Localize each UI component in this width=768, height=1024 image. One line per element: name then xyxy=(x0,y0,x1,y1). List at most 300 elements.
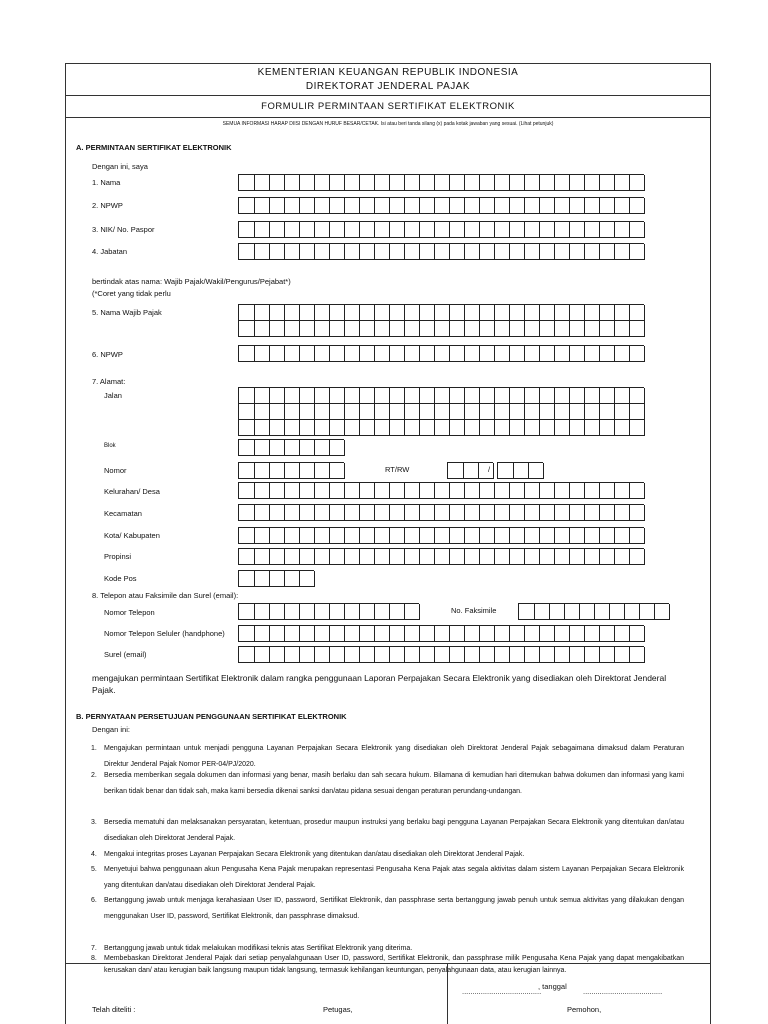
char-box[interactable] xyxy=(419,483,435,499)
char-box[interactable] xyxy=(314,420,330,436)
char-box[interactable] xyxy=(449,549,465,565)
char-box[interactable] xyxy=(389,604,405,620)
surel-field[interactable] xyxy=(238,646,644,663)
char-box[interactable] xyxy=(479,175,495,191)
char-box[interactable] xyxy=(359,175,375,191)
char-box[interactable] xyxy=(579,604,595,620)
char-box[interactable] xyxy=(359,549,375,565)
char-box[interactable] xyxy=(344,321,360,337)
char-box[interactable] xyxy=(479,346,495,362)
char-box[interactable] xyxy=(239,175,255,191)
char-box[interactable] xyxy=(314,388,330,404)
char-box[interactable] xyxy=(269,404,285,420)
char-box[interactable] xyxy=(524,647,540,663)
char-box[interactable] xyxy=(404,346,420,362)
char-box[interactable] xyxy=(254,440,270,456)
npwp-field[interactable] xyxy=(238,197,644,214)
char-box[interactable] xyxy=(569,549,585,565)
char-box[interactable] xyxy=(239,505,255,521)
char-box[interactable] xyxy=(449,420,465,436)
char-box[interactable] xyxy=(509,388,525,404)
char-box[interactable] xyxy=(524,198,540,214)
char-box[interactable] xyxy=(584,549,600,565)
char-box[interactable] xyxy=(509,222,525,238)
char-box[interactable] xyxy=(404,647,420,663)
char-box[interactable] xyxy=(464,175,480,191)
char-box[interactable] xyxy=(599,647,615,663)
char-box[interactable] xyxy=(524,388,540,404)
char-box[interactable] xyxy=(269,222,285,238)
char-box[interactable] xyxy=(389,346,405,362)
char-box[interactable] xyxy=(419,346,435,362)
char-box[interactable] xyxy=(359,528,375,544)
char-box[interactable] xyxy=(449,388,465,404)
char-box[interactable] xyxy=(494,222,510,238)
char-box[interactable] xyxy=(464,505,480,521)
char-box[interactable] xyxy=(494,505,510,521)
char-box[interactable] xyxy=(584,198,600,214)
char-box[interactable] xyxy=(599,626,615,642)
char-box[interactable] xyxy=(464,222,480,238)
char-box[interactable] xyxy=(539,404,555,420)
char-box[interactable] xyxy=(509,175,525,191)
char-box[interactable] xyxy=(254,549,270,565)
char-box[interactable] xyxy=(329,440,345,456)
char-box[interactable] xyxy=(254,198,270,214)
char-box[interactable] xyxy=(629,404,645,420)
char-box[interactable] xyxy=(344,626,360,642)
char-box[interactable] xyxy=(584,505,600,521)
char-box[interactable] xyxy=(629,175,645,191)
char-box[interactable] xyxy=(419,420,435,436)
char-box[interactable] xyxy=(629,626,645,642)
char-box[interactable] xyxy=(479,222,495,238)
char-box[interactable] xyxy=(554,528,570,544)
char-box[interactable] xyxy=(509,505,525,521)
char-box[interactable] xyxy=(554,346,570,362)
rw-field[interactable] xyxy=(497,462,543,479)
char-box[interactable] xyxy=(404,483,420,499)
char-box[interactable] xyxy=(389,647,405,663)
char-box[interactable] xyxy=(269,305,285,321)
char-box[interactable] xyxy=(359,321,375,337)
char-box[interactable] xyxy=(314,604,330,620)
char-box[interactable] xyxy=(254,528,270,544)
char-box[interactable] xyxy=(374,388,390,404)
char-box[interactable] xyxy=(359,388,375,404)
char-box[interactable] xyxy=(269,388,285,404)
char-box[interactable] xyxy=(569,420,585,436)
char-box[interactable] xyxy=(464,388,480,404)
char-box[interactable] xyxy=(449,404,465,420)
nik-field[interactable] xyxy=(238,221,644,238)
char-box[interactable] xyxy=(539,549,555,565)
char-box[interactable] xyxy=(419,198,435,214)
char-box[interactable] xyxy=(599,528,615,544)
char-box[interactable] xyxy=(329,346,345,362)
char-box[interactable] xyxy=(554,388,570,404)
char-box[interactable] xyxy=(269,463,285,479)
char-box[interactable] xyxy=(524,222,540,238)
char-box[interactable] xyxy=(434,528,450,544)
char-box[interactable] xyxy=(299,198,315,214)
blok-field[interactable] xyxy=(238,439,344,456)
char-box[interactable] xyxy=(254,571,270,587)
char-box[interactable] xyxy=(464,420,480,436)
char-box[interactable] xyxy=(344,198,360,214)
char-box[interactable] xyxy=(569,404,585,420)
char-box[interactable] xyxy=(374,420,390,436)
char-box[interactable] xyxy=(539,528,555,544)
char-box[interactable] xyxy=(329,420,345,436)
char-box[interactable] xyxy=(359,222,375,238)
char-box[interactable] xyxy=(389,175,405,191)
char-box[interactable] xyxy=(509,305,525,321)
char-box[interactable] xyxy=(434,647,450,663)
char-box[interactable] xyxy=(434,505,450,521)
char-box[interactable] xyxy=(299,388,315,404)
char-box[interactable] xyxy=(614,222,630,238)
char-box[interactable] xyxy=(569,505,585,521)
char-box[interactable] xyxy=(654,604,670,620)
char-box[interactable] xyxy=(494,305,510,321)
char-box[interactable] xyxy=(329,505,345,521)
char-box[interactable] xyxy=(494,388,510,404)
char-box[interactable] xyxy=(269,198,285,214)
char-box[interactable] xyxy=(539,305,555,321)
char-box[interactable] xyxy=(494,404,510,420)
char-box[interactable] xyxy=(374,175,390,191)
char-box[interactable] xyxy=(284,463,300,479)
char-box[interactable] xyxy=(419,647,435,663)
char-box[interactable] xyxy=(464,244,480,260)
char-box[interactable] xyxy=(449,626,465,642)
seluler-field[interactable] xyxy=(238,625,644,642)
char-box[interactable] xyxy=(614,549,630,565)
char-box[interactable] xyxy=(528,463,544,479)
char-box[interactable] xyxy=(614,388,630,404)
char-box[interactable] xyxy=(449,505,465,521)
char-box[interactable] xyxy=(534,604,550,620)
char-box[interactable] xyxy=(389,305,405,321)
char-box[interactable] xyxy=(404,244,420,260)
char-box[interactable] xyxy=(239,647,255,663)
propinsi-field[interactable] xyxy=(238,548,644,565)
char-box[interactable] xyxy=(449,222,465,238)
char-box[interactable] xyxy=(314,549,330,565)
char-box[interactable] xyxy=(629,647,645,663)
char-box[interactable] xyxy=(554,244,570,260)
char-box[interactable] xyxy=(314,647,330,663)
char-box[interactable] xyxy=(614,483,630,499)
char-box[interactable] xyxy=(434,626,450,642)
char-box[interactable] xyxy=(569,483,585,499)
char-box[interactable] xyxy=(629,420,645,436)
char-box[interactable] xyxy=(374,321,390,337)
char-box[interactable] xyxy=(389,198,405,214)
char-box[interactable] xyxy=(479,198,495,214)
char-box[interactable] xyxy=(284,440,300,456)
char-box[interactable] xyxy=(374,404,390,420)
char-box[interactable] xyxy=(254,483,270,499)
char-box[interactable] xyxy=(269,175,285,191)
char-box[interactable] xyxy=(269,420,285,436)
char-box[interactable] xyxy=(314,305,330,321)
char-box[interactable] xyxy=(614,198,630,214)
char-box[interactable] xyxy=(389,420,405,436)
char-box[interactable] xyxy=(449,346,465,362)
char-box[interactable] xyxy=(584,528,600,544)
char-box[interactable] xyxy=(569,222,585,238)
char-box[interactable] xyxy=(389,626,405,642)
char-box[interactable] xyxy=(374,549,390,565)
char-box[interactable] xyxy=(434,346,450,362)
char-box[interactable] xyxy=(374,505,390,521)
char-box[interactable] xyxy=(314,222,330,238)
char-box[interactable] xyxy=(404,549,420,565)
char-box[interactable] xyxy=(494,528,510,544)
char-box[interactable] xyxy=(314,440,330,456)
char-box[interactable] xyxy=(389,244,405,260)
char-box[interactable] xyxy=(329,483,345,499)
char-box[interactable] xyxy=(449,528,465,544)
char-box[interactable] xyxy=(434,483,450,499)
char-box[interactable] xyxy=(329,175,345,191)
char-box[interactable] xyxy=(269,528,285,544)
char-box[interactable] xyxy=(554,404,570,420)
char-box[interactable] xyxy=(389,404,405,420)
char-box[interactable] xyxy=(539,175,555,191)
char-box[interactable] xyxy=(434,175,450,191)
char-box[interactable] xyxy=(239,528,255,544)
char-box[interactable] xyxy=(374,222,390,238)
char-box[interactable] xyxy=(539,222,555,238)
char-box[interactable] xyxy=(374,483,390,499)
char-box[interactable] xyxy=(284,647,300,663)
char-box[interactable] xyxy=(599,404,615,420)
char-box[interactable] xyxy=(614,528,630,544)
char-box[interactable] xyxy=(254,346,270,362)
char-box[interactable] xyxy=(344,175,360,191)
char-box[interactable] xyxy=(299,483,315,499)
nama-field[interactable] xyxy=(238,174,644,191)
char-box[interactable] xyxy=(569,388,585,404)
char-box[interactable] xyxy=(524,321,540,337)
char-box[interactable] xyxy=(479,626,495,642)
char-box[interactable] xyxy=(419,505,435,521)
char-box[interactable] xyxy=(624,604,640,620)
char-box[interactable] xyxy=(479,244,495,260)
char-box[interactable] xyxy=(464,198,480,214)
char-box[interactable] xyxy=(314,198,330,214)
char-box[interactable] xyxy=(344,305,360,321)
char-box[interactable] xyxy=(509,346,525,362)
char-box[interactable] xyxy=(239,420,255,436)
char-box[interactable] xyxy=(299,528,315,544)
char-box[interactable] xyxy=(239,626,255,642)
char-box[interactable] xyxy=(599,321,615,337)
char-box[interactable] xyxy=(434,388,450,404)
char-box[interactable] xyxy=(284,483,300,499)
char-box[interactable] xyxy=(479,321,495,337)
char-box[interactable] xyxy=(569,305,585,321)
jalan-field[interactable] xyxy=(238,387,644,436)
char-box[interactable] xyxy=(254,404,270,420)
char-box[interactable] xyxy=(254,175,270,191)
char-box[interactable] xyxy=(554,321,570,337)
char-box[interactable] xyxy=(584,222,600,238)
char-box[interactable] xyxy=(419,321,435,337)
rt-field[interactable] xyxy=(447,462,493,479)
char-box[interactable] xyxy=(464,346,480,362)
char-box[interactable] xyxy=(269,346,285,362)
char-box[interactable] xyxy=(509,647,525,663)
char-box[interactable] xyxy=(239,440,255,456)
char-box[interactable] xyxy=(554,222,570,238)
char-box[interactable] xyxy=(284,244,300,260)
char-box[interactable] xyxy=(404,321,420,337)
char-box[interactable] xyxy=(524,528,540,544)
char-box[interactable] xyxy=(344,647,360,663)
char-box[interactable] xyxy=(479,420,495,436)
char-box[interactable] xyxy=(584,346,600,362)
char-box[interactable] xyxy=(554,305,570,321)
char-box[interactable] xyxy=(359,505,375,521)
char-box[interactable] xyxy=(584,647,600,663)
char-box[interactable] xyxy=(539,626,555,642)
char-box[interactable] xyxy=(389,388,405,404)
char-box[interactable] xyxy=(359,604,375,620)
char-box[interactable] xyxy=(344,244,360,260)
char-box[interactable] xyxy=(449,175,465,191)
char-box[interactable] xyxy=(239,404,255,420)
kelurahan-field[interactable] xyxy=(238,482,644,499)
char-box[interactable] xyxy=(344,604,360,620)
char-box[interactable] xyxy=(554,483,570,499)
char-box[interactable] xyxy=(494,198,510,214)
char-box[interactable] xyxy=(599,388,615,404)
char-box[interactable] xyxy=(404,222,420,238)
char-box[interactable] xyxy=(329,222,345,238)
char-box[interactable] xyxy=(524,483,540,499)
char-box[interactable] xyxy=(254,505,270,521)
char-box[interactable] xyxy=(464,483,480,499)
char-box[interactable] xyxy=(584,388,600,404)
char-box[interactable] xyxy=(599,549,615,565)
char-box[interactable] xyxy=(329,305,345,321)
char-box[interactable] xyxy=(344,549,360,565)
char-box[interactable] xyxy=(284,305,300,321)
char-box[interactable] xyxy=(519,604,535,620)
char-box[interactable] xyxy=(374,626,390,642)
char-box[interactable] xyxy=(314,626,330,642)
char-box[interactable] xyxy=(239,483,255,499)
char-box[interactable] xyxy=(269,321,285,337)
char-box[interactable] xyxy=(299,420,315,436)
char-box[interactable] xyxy=(464,549,480,565)
char-box[interactable] xyxy=(254,244,270,260)
char-box[interactable] xyxy=(419,404,435,420)
char-box[interactable] xyxy=(269,440,285,456)
char-box[interactable] xyxy=(524,626,540,642)
char-box[interactable] xyxy=(389,505,405,521)
char-box[interactable] xyxy=(524,305,540,321)
char-box[interactable] xyxy=(599,505,615,521)
char-box[interactable] xyxy=(524,505,540,521)
char-box[interactable] xyxy=(434,321,450,337)
char-box[interactable] xyxy=(479,483,495,499)
char-box[interactable] xyxy=(449,483,465,499)
char-box[interactable] xyxy=(299,305,315,321)
char-box[interactable] xyxy=(254,463,270,479)
char-box[interactable] xyxy=(524,549,540,565)
char-box[interactable] xyxy=(314,404,330,420)
char-box[interactable] xyxy=(569,244,585,260)
char-box[interactable] xyxy=(329,626,345,642)
char-box[interactable] xyxy=(389,222,405,238)
char-box[interactable] xyxy=(419,626,435,642)
char-box[interactable] xyxy=(614,626,630,642)
char-box[interactable] xyxy=(463,463,479,479)
char-box[interactable] xyxy=(374,305,390,321)
char-box[interactable] xyxy=(629,305,645,321)
char-box[interactable] xyxy=(629,222,645,238)
char-box[interactable] xyxy=(629,244,645,260)
char-box[interactable] xyxy=(509,321,525,337)
char-box[interactable] xyxy=(599,198,615,214)
char-box[interactable] xyxy=(284,420,300,436)
nomor-field[interactable] xyxy=(238,462,344,479)
char-box[interactable] xyxy=(479,647,495,663)
char-box[interactable] xyxy=(284,626,300,642)
faksimile-field[interactable] xyxy=(518,603,669,620)
char-box[interactable] xyxy=(374,244,390,260)
char-box[interactable] xyxy=(269,483,285,499)
char-box[interactable] xyxy=(344,420,360,436)
kecamatan-field[interactable] xyxy=(238,504,644,521)
char-box[interactable] xyxy=(509,404,525,420)
char-box[interactable] xyxy=(524,404,540,420)
char-box[interactable] xyxy=(389,528,405,544)
char-box[interactable] xyxy=(314,505,330,521)
char-box[interactable] xyxy=(329,388,345,404)
char-box[interactable] xyxy=(584,404,600,420)
char-box[interactable] xyxy=(584,483,600,499)
char-box[interactable] xyxy=(314,483,330,499)
char-box[interactable] xyxy=(239,346,255,362)
char-box[interactable] xyxy=(629,198,645,214)
char-box[interactable] xyxy=(539,321,555,337)
char-box[interactable] xyxy=(404,604,420,620)
char-box[interactable] xyxy=(419,175,435,191)
char-box[interactable] xyxy=(239,463,255,479)
char-box[interactable] xyxy=(434,198,450,214)
char-box[interactable] xyxy=(404,175,420,191)
char-box[interactable] xyxy=(614,305,630,321)
char-box[interactable] xyxy=(254,647,270,663)
char-box[interactable] xyxy=(509,483,525,499)
char-box[interactable] xyxy=(509,528,525,544)
char-box[interactable] xyxy=(254,388,270,404)
char-box[interactable] xyxy=(569,198,585,214)
char-box[interactable] xyxy=(569,175,585,191)
char-box[interactable] xyxy=(434,404,450,420)
char-box[interactable] xyxy=(449,244,465,260)
char-box[interactable] xyxy=(254,420,270,436)
char-box[interactable] xyxy=(344,346,360,362)
char-box[interactable] xyxy=(359,346,375,362)
char-box[interactable] xyxy=(359,198,375,214)
